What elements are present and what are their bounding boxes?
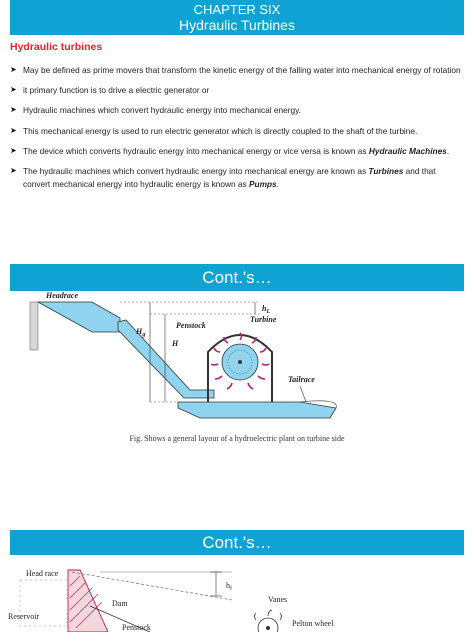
dam-wall — [68, 570, 108, 632]
gross-head-label: $H_g$ — [136, 327, 146, 338]
headrace-label: Headrace — [46, 291, 78, 300]
hf-label: $h_f$ — [226, 581, 232, 592]
list-item: ➤ The hydraulic machines which convert hydraulic energy into mechanical energy are known as Turbines and that convert mechanical energy into hydraulic energy is known as Pumps. — [10, 165, 436, 189]
list-item: ➤ May be defined as prime movers that transform the kinetic energy of the falling water into mechanical energy of rotation — [10, 65, 461, 75]
pelton-plant-diagram — [0, 556, 474, 632]
term-pumps: Pumps — [248, 178, 277, 189]
penstock-label: Penstock — [176, 321, 206, 330]
term-hydraulic-machines: Hydraulic Machines — [368, 145, 447, 156]
arrow-bullet-icon: ➤ — [10, 105, 17, 115]
penstock-pipe — [118, 320, 214, 398]
list-item: ➤ The device which converts hydraulic energy into mechanical energy or vice versa is known as Hydraulic Machines. — [10, 145, 450, 156]
list-item: ➤ This mechanical energy is used to run electric generator which is directly coupled to the shaft of the turbine. — [10, 125, 418, 136]
reservoir-label: Reservoir — [8, 612, 40, 621]
figure-caption: Fig. Shows a general layout of a hydroelectric plant on turbine side — [129, 434, 345, 443]
headrace-reservoir — [38, 302, 120, 332]
arrow-bullet-icon: ➤ — [10, 65, 17, 74]
hl-label: $h_L$ — [262, 304, 271, 315]
page-title: Hydraulic Turbines — [179, 17, 295, 33]
dam-label: Dam — [112, 599, 128, 608]
term-turbines: Turbines — [368, 165, 404, 176]
head-race-label: Head race — [26, 569, 59, 578]
hydro-plant-diagram — [0, 290, 474, 430]
tailrace-channel — [178, 402, 336, 418]
tailrace-label: Tailrace — [288, 375, 315, 384]
section-banner: Cont.'s… — [10, 530, 464, 555]
list-item: ➤ it primary function is to drive a electric generator or — [10, 85, 210, 96]
turbine-runner — [222, 344, 258, 380]
bullet-list — [10, 64, 465, 198]
arrow-bullet-icon: ➤ — [10, 125, 17, 135]
section-banner: Cont.'s… — [10, 264, 464, 291]
vanes-label: Vanes — [268, 595, 288, 604]
arrow-bullet-icon: ➤ — [10, 145, 17, 155]
pelton-wheel-label: Pelton wheel — [292, 619, 334, 628]
turbine-label: Turbine — [250, 315, 277, 324]
arrow-bullet-icon: ➤ — [10, 85, 17, 95]
section-heading: Hydraulic turbines — [10, 41, 103, 53]
list-item: ➤ Hydraulic machines which convert hydraulic energy into mechanical energy. — [10, 105, 301, 116]
arrow-bullet-icon: ➤ — [10, 165, 17, 175]
pelton-wheel — [258, 618, 278, 632]
net-head-label: H — [172, 339, 179, 348]
title-banner — [10, 0, 464, 35]
penstock-label: Penstock — [122, 623, 151, 632]
chapter-label: CHAPTER SIX — [193, 2, 281, 17]
